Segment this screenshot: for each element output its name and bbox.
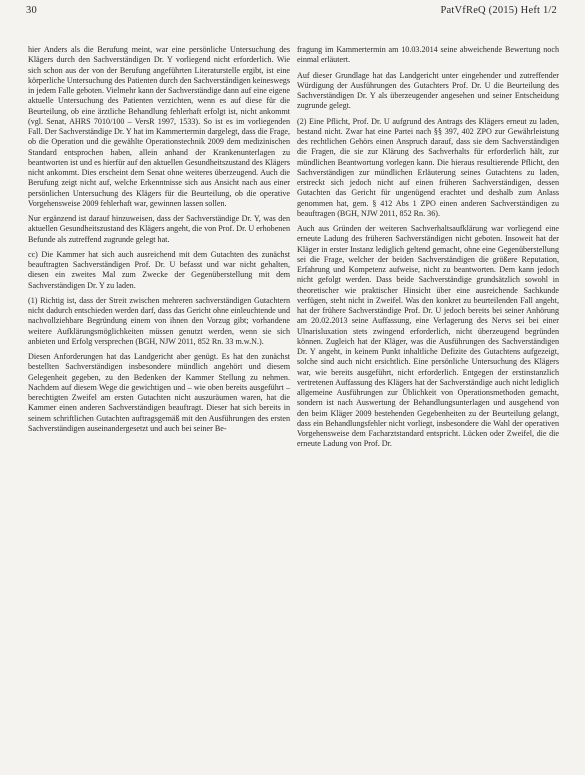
paragraph: hier Anders als die Berufung meint, war eine persönliche Untersuchung des Klägers durch den Sachverständigen Dr. Y vorliegend nicht erforderlich. Wie sich schon aus der von der Berufung angeführten Literaturstelle ergibt, ist eine körperliche Untersuchung des Patienten durch den Sachverständigen keineswegs in jedem Falle geboten. Vielmehr kann der Sachverständige dann auf eine eigene aktuelle Untersuchung des Patienten verzichten, wenn es auf diese für die Beurteilung, ob eine ärztliche Behandlung fehlerhaft erfolgt ist, nicht ankommt (vgl. Senat, AHRS 7010/100 – VersR 1997, 1533). So ist es im vorliegenden Fall. Der Sachverständige Dr. Y hat im Kammertermin dargelegt, dass die Frage, ob die Operation und die gewählte Operationstechnik 2009 dem medizinischen Standard entsprochen haben, allein anhand der Krankenunterlagen zu beantworten ist und es hierfür auf den aktuellen Gesundheitszustand des Klägers nicht ankommt. Dies erscheint dem Senat ohne weiteres überzeugend. Auch die Berufung zeigt nicht auf, welche Erkenntnisse sich aus Ansicht nach aus einer persönlichen Untersuchung des Klägers für die Beurteilung, ob die operative Vorgehensweise 2009 fehlerhaft war, gewinnen lassen sollen. — [28, 45, 290, 208]
paragraph: cc) Die Kammer hat sich auch ausreichend mit dem Gutachten des zunächst beauftragten Sachverständigen Prof. Dr. U befasst und war nicht gehalten, diesen ein zweites Mal zum Zwecke der Gegenüberstellung mit dem Sachverständigen Dr. Y zu laden. — [28, 249, 290, 290]
page-number: 30 — [26, 5, 37, 16]
paragraph: Auch aus Gründen der weiteren Sachverhaltsaufklärung war vorliegend eine erneute Ladung des früheren Sachverständigen nicht geboten. Insoweit hat der Kläger in erster Instanz lediglich geltend gemacht, ohne eine Gegenüberstellung sei die Frage, welcher der beiden Sachverständigen die größere Reputation, Erfahrung und Kompetenz aufweise, nicht zu beantworten. Dem kann jedoch nicht gefolgt werden. Dass beide Sachverständige grundsätzlich sowohl in theoretischer wie praktischer Hinsicht über eine ausreichende Sachkunde verfügen, steht nicht in Zweifel. Was den konkret zu beurteilenden Fall angeht, hat der frühere Sachverständige Prof. Dr. U jedoch bereits bei seiner Anhörung am 20.02.2013 seine Auffassung, eine Verlagerung des Nervs sei bei einer Ulnarisluxation stets zwingend erforderlich, nicht überzeugend begründen können. Zugleich hat der Kläger, was die Ausführungen des Sachverständigen Dr. Y angeht, in keinem Punkt inhaltliche Defizite des Gutachtens aufgezeigt, solche sind auch nicht ersichtlich. Eine persönliche Untersuchung des Klägers war, wie bereits ausgeführt, nicht erforderlich. Entgegen der erstinstanzlich vertretenen Auffassung des Klägers hat der Sachverständige auch nicht lediglich allgemeine Ausführungen zur Üblichkeit von Operationsmethoden gemacht, sondern ist nach Auswertung der Behandlungsunterlagen und ausgehend von den beim Kläger 2009 bestehenden Gegebenheiten zu der Beurteilung gelangt, dass ein Behandlungsfehler nicht vorliegt, insbesondere die Wahl der operativen Vorgehensweise dem Facharztstandard entspricht. Lücken oder Zweifel, die die erneute Ladung von Prof. Dr. — [297, 224, 559, 449]
left-column — [28, 45, 290, 439]
paragraph: Diesen Anforderungen hat das Landgericht aber genügt. Es hat den zunächst bestellten Sachverständigen insbesondere mündlich angehört und diesem Gelegenheit gegeben, zu den Bedenken der Kammer Stellung zu nehmen. Nachdem auf diesem Wege die gewichtigen und – wie oben bereits ausgeführt – berechtigten Zweifel am ersten Gutachten nicht auszuräumen waren, hat die Kammer einen anderen Sachverständigen beauftragt. Dieser hat sich bereits in seinem schriftlichen Gutachten auftragsgemäß mit den Ausführungen des ersten Sachverständigen auseinandergesetzt und auch bei seiner Be- — [28, 352, 290, 433]
paragraph: fragung im Kammertermin am 10.03.2014 seine abweichende Bewertung noch einmal erläutert. — [297, 45, 559, 65]
page-header — [26, 5, 557, 19]
paragraph: (2) Eine Pflicht, Prof. Dr. U aufgrund des Antrags des Klägers erneut zu laden, bestand nicht. Zwar hat eine Partei nach §§ 397, 402 ZPO zur Gewährleistung des rechtlichen Gehörs einen Anspruch darauf, dass sie dem Sachverständigen die Fragen, die sie zur Klärung des Sachverhalts für erforderlich hält, zur mündlichen Beantwortung vorlegen kann. Die hieraus resultierende Pflicht, den Sachverständigen zur mündlichen Erläuterung seines Gutachtens zu laden, erstreckt sich jedoch nicht auf einen früheren Sachverständigen, dessen Gutachten das Gericht für ungenügend erachtet und deshalb zum Anlass genommen hat, gem. § 412 Abs 1 ZPO einen anderen Sachverständigen zu beauftragen (BGH, NJW 2011, 852 Rn. 36). — [297, 116, 559, 218]
paragraph: Nur ergänzend ist darauf hinzuweisen, dass der Sachverständige Dr. Y, was den aktuellen Gesundheitszustand des Klägers angeht, die von Prof. Dr. U erhobenen Befunde als zutreffend zugrunde gelegt hat. — [28, 214, 290, 244]
journal-reference: PatVfReQ (2015) Heft 1/2 — [440, 5, 557, 16]
paragraph: Auf dieser Grundlage hat das Landgericht unter eingehender und zutreffender Würdigung der Ausführungen des Gutachters Prof. Dr. U die Beurteilung des Sachverständigen Dr. Y als überzeugender angesehen und seiner Entscheidung zugrunde gelegt. — [297, 70, 559, 111]
right-column — [297, 45, 559, 455]
paragraph: (1) Richtig ist, dass der Streit zwischen mehreren sachverständigen Gutachtern nicht dadurch entschieden werden darf, dass das Gericht ohne einleuchtende und nachvollziehbare Begründung einem von ihnen den Vorzug gibt; vorhandene weitere Aufklärungsmöglichkeiten müssen genutzt werden, wenn sie sich anbieten und Erfolg versprechen (BGH, NJW 2011, 852 Rn. 33 m.w.N.). — [28, 295, 290, 346]
